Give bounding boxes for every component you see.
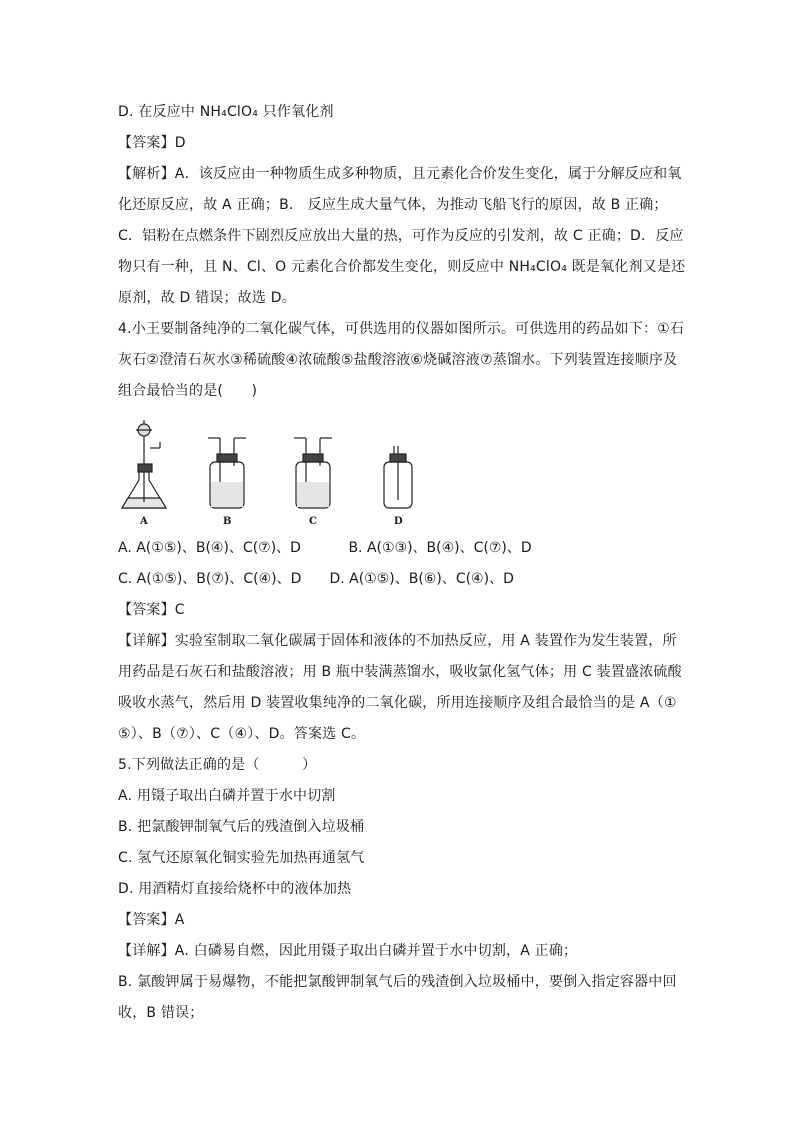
detail-q4-line-3: 吸收水蒸气，然后用 D 装置收集纯净的二氧化碳，所用连接顺序及组合最恰当的是 A（① — [118, 695, 677, 711]
explanation-line-5: 原剂，故 D 错误；故选 D。 — [118, 290, 296, 306]
q5-option-d: D. 用酒精灯直接给烧杯中的液体加热 — [118, 881, 352, 897]
answer-q3: 【答案】D — [118, 135, 186, 151]
question-4-line-1: 4.小王要制备纯净的二氧化碳气体，可供选用的仪器如图所示。可供选用的药品如下：①石 — [118, 321, 685, 337]
label-d: D — [394, 516, 403, 527]
question-4-line-3: 组合最恰当的是( ) — [118, 383, 258, 399]
options-row-1 — [118, 538, 532, 558]
q5-option-b: B. 把氯酸钾制氧气后的残渣倒入垃圾桶 — [118, 819, 365, 835]
detail-q4-line-4: ⑤）、B（⑦）、C（④）、D。答案选 C。 — [118, 726, 366, 742]
explanation-line-4: 物只有一种，且 N、Cl、O 元素化合价都发生变化，则反应中 NH₄ClO₄ 既是氧化剂又是还 — [118, 259, 686, 275]
flask-a — [122, 420, 166, 508]
bottle-b — [208, 438, 246, 508]
apparatus-figure — [118, 420, 428, 530]
label-a: A — [140, 516, 148, 527]
answer-q5: 【答案】A — [118, 912, 185, 928]
option-b: B. A(①③)、B(④)、C(⑦)、D — [348, 540, 532, 556]
explanation-line-2: 化还原反应，故 A 正确；B． 反应生成大量气体，为推动飞船飞行的原因，故 B 正确； — [118, 197, 668, 213]
apparatus-diagram — [118, 420, 428, 515]
q5-option-a: A. 用镊子取出白磷并置于水中切割 — [118, 788, 336, 804]
explanation-line-1: 【解析】A．该反应由一种物质生成多种物质，且元素化合价发生变化，属于分解反应和氧 — [118, 166, 682, 182]
bottle-c — [294, 438, 332, 508]
question-5: 5.下列做法正确的是（ ） — [118, 757, 317, 773]
detail-q5-line-3: 收，B 错误； — [118, 1005, 204, 1021]
option-d: D. A(①⑤)、B(⑥)、C(④)、D — [329, 571, 514, 587]
option-a: A. A(①⑤)、B(④)、C(⑦)、D — [118, 540, 301, 556]
options-row-2 — [118, 569, 514, 589]
label-b: B — [223, 516, 232, 527]
answer-q4: 【答案】C — [118, 602, 185, 618]
detail-q5-line-1: 【详解】A. 白磷易自燃，因此用镊子取出白磷并置于水中切割，A 正确； — [118, 943, 578, 959]
bottle-d — [384, 446, 412, 508]
label-c: C — [309, 516, 317, 527]
detail-q5-line-2: B. 氯酸钾属于易爆物，不能把氯酸钾制氧气后的残渣倒入垃圾桶中，要倒入指定容器中回 — [118, 974, 677, 990]
explanation-line-3: C．铝粉在点燃条件下剧烈反应放出大量的热，可作为反应的引发剂，故 C 正确；D．反应 — [118, 228, 684, 244]
question-4-line-2: 灰石②澄清石灰水③稀硫酸④浓硫酸⑤盐酸溶液⑥烧碱溶液⑦蒸馏水。下列装置连接顺序及 — [118, 352, 678, 368]
option-d-q3: D. 在反应中 NH₄ClO₄ 只作氧化剂 — [118, 104, 334, 120]
detail-q4-line-1: 【详解】实验室制取二氧化碳属于固体和液体的不加热反应，用 A 装置作为发生装置，所 — [118, 633, 677, 649]
detail-q4-line-2: 用药品是石灰石和盐酸溶液；用 B 瓶中装满蒸馏水，吸收氯化氢气体；用 C 装置盛浓硫酸 — [118, 664, 682, 680]
option-c: C. A(①⑤)、B(⑦)、C(④)、D — [118, 571, 302, 587]
q5-option-c: C. 氢气还原氧化铜实验先加热再通氢气 — [118, 850, 365, 866]
